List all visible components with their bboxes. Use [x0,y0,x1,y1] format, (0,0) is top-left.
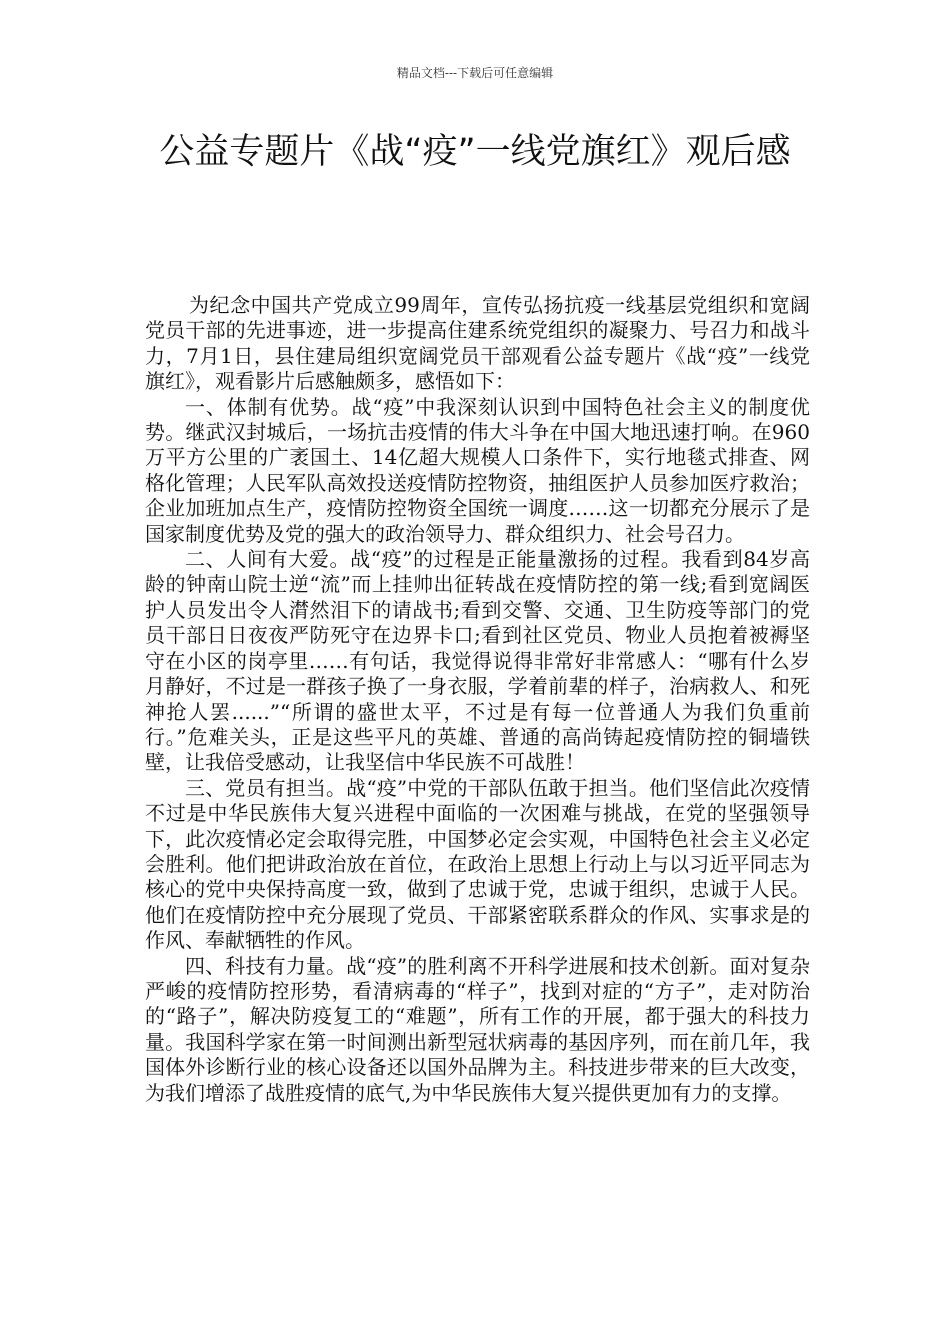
paragraph-party-responsibility: 三、党员有担当。战“疫”中党的干部队伍敢于担当。他们坚信此次疫情不过是中华民族伟大复兴进程中面临的一次困难与挑战，在党的坚强领导下，此次疫情必定会取得完胜，中国梦必定会实观，中国特色社会主义必定会胜利。他们把讲政治放在首位，在政治上思想上行动上与以习近平同志为核心的党中央保持高度一致，做到了忠诚于党，忠诚于组织，忠诚于人民。他们在疫情防控中充分展现了党员、干部紧密联系群众的作风、实事求是的作风、奉献牺牲的作风。 [145,775,810,953]
paragraph-great-love: 二、人间有大爱。战“疫”的过程是正能量激扬的过程。我看到84岁高龄的钟南山院士逆“流”而上挂帅出征转战在疫情防控的第一线;看到宽阔医护人员发出令人潸然泪下的请战书;看到交警、交通、卫生防疫等部门的党员干部日日夜夜严防死守在边界卡口;看到社区党员、物业人员抱着被褥坚守在小区的岗亭里……有句话，我觉得说得非常好非常感人：“哪有什么岁月静好，不过是一群孩子换了一身衣服，学着前辈的样子，治病救人、和死神抢人罢......”“所谓的盛世太平，不过是有每一位普通人为我们负重前行。”危难关头，正是这些平凡的英雄、普通的高尚铸起疫情防控的铜墙铁壁，让我倍受感动，让我坚信中华民族不可战胜！ [145,547,810,775]
paragraph-system-advantage: 一、体制有优势。战“疫”中我深刻认识到中国特色社会主义的制度优势。继武汉封城后，一场抗击疫情的伟大斗争在中国大地迅速打响。在960万平方公里的广袤国土、14亿超大规模人口条件下，实行地毯式排查、网格化管理；人民军队高效投送疫情防控物资，抽组医护人员参加医疗救治；企业加班加点生产，疫情防控物资全国统一调度……这一切都充分展示了是国家制度优势及党的强大的政治领导力、群众组织力、社会号召力。 [145,394,810,546]
document-title: 公益专题片《战“疫”一线党旗红》观后感 [159,132,791,172]
paragraph-technology-power: 四、科技有力量。战“疫”的胜利离不开科学进展和技术创新。面对复杂严峻的疫情防控形势，看清病毒的“样子”，找到对症的“方子”，走对防治的“路子”，解决防疫复工的“难题”，所有工作的开展，都于强大的科技力量。我国科学家在第一时间测出新型冠状病毒的基因序列，而在前几年，我国体外诊断行业的核心设备还以国外品牌为主。科技进步带来的巨大改变，为我们增添了战胜疫情的底气,为中华民族伟大复兴提供更加有力的支撑。 [145,953,810,1105]
paragraph-intro: 为纪念中国共产党成立99周年，宣传弘扬抗疫一线基层党组织和宽阔党员干部的先进事迹，进一步提高住建系统党组织的凝聚力、号召力和战斗力，7月1日，县住建局组织宽阔党员干部观看公益专题片《战“疫”一线党旗红》，观看影片后感触颇多，感悟如下： [145,293,810,394]
document-body [145,293,810,1106]
header-note: 精品文档---下载后可任意编辑 [396,66,554,80]
